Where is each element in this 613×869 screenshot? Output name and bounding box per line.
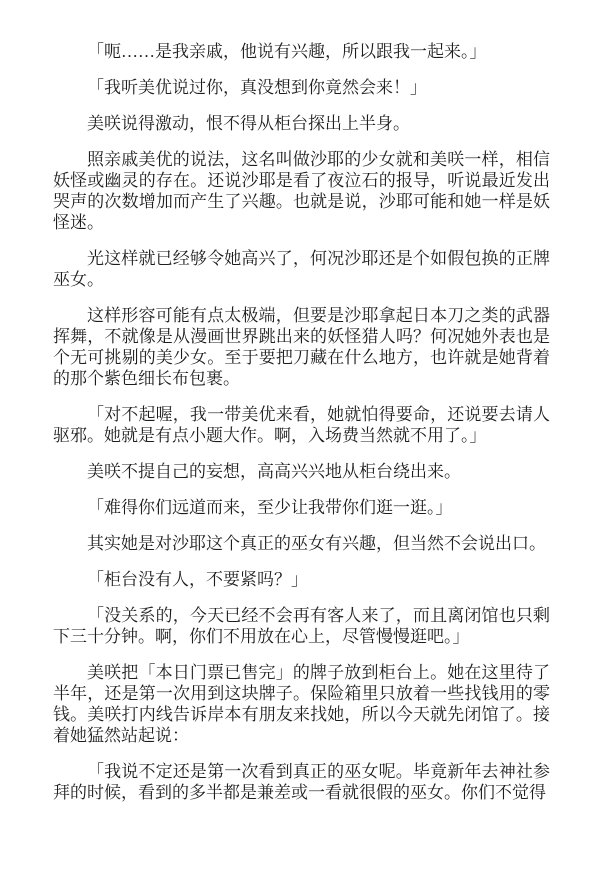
paragraph-dialogue-cutoff: 「我说不定还是第一次看到真正的巫女呢。毕竟新年去神社参拜的时候，看到的多半都是兼差或一看就很假的巫女。你们不觉得 bbox=[53, 762, 550, 802]
paragraph-dialogue: 「呃……是我亲戚，他说有兴趣，所以跟我一起来。」 bbox=[87, 42, 487, 61]
paragraph-narration: 美咲说得激动，恨不得从柜台探出上半身。 bbox=[87, 114, 410, 133]
paragraph-dialogue: 「对不起喔，我一带美优来看，她就怕得要命，还说要去请人驱邪。她就是有点小题大作。啊，入场费当然就不用了。」 bbox=[53, 405, 550, 445]
paragraph-narration: 照亲戚美优的说法，这名叫做沙耶的少女就和美咲一样，相信妖怪或幽灵的存在。还说沙耶是看了夜泣石的报导，听说最近发出哭声的次数增加而产生了兴趣。也就是说，沙耶可能和她一样是妖怪迷。 bbox=[53, 150, 550, 232]
paragraph-narration: 光这样就已经够令她高兴了，何况沙耶还是个如假包换的正牌巫女。 bbox=[53, 249, 550, 289]
paragraph-dialogue: 「柜台没有人，不要紧吗？」 bbox=[87, 570, 308, 589]
paragraph-dialogue: 「我听美优说过你，真没想到你竟然会来！」 bbox=[87, 78, 427, 97]
paragraph-narration: 美咲把「本日门票已售完」的牌子放到柜台上。她在这里待了半年，还是第一次用到这块牌子。保险箱里只放着一些找钱用的零钱。美咲打内线告诉岸本有朋友来找她，所以今天就先闭馆了。接着她猛然站起说： bbox=[53, 663, 550, 745]
paragraph-dialogue: 「没关系的，今天已经不会再有客人来了，而且离闭馆也只剩下三十分钟。啊，你们不用放在心上，尽管慢慢逛吧。」 bbox=[53, 606, 550, 646]
paragraph-dialogue: 「难得你们远道而来，至少让我带你们逛一逛。」 bbox=[87, 498, 453, 517]
paragraph-narration: 其实她是对沙耶这个真正的巫女有兴趣，但当然不会说出口。 bbox=[87, 534, 546, 553]
paragraph-narration: 美咲不提自己的妄想，高高兴兴地从柜台绕出来。 bbox=[87, 462, 461, 481]
paragraph-narration: 这样形容可能有点太极端，但要是沙耶拿起日本刀之类的武器挥舞，不就像是从漫画世界跳出来的妖怪猎人吗？何况她外表也是个无可挑剔的美少女。至于要把刀藏在什么地方，也许就是她背着的那个紫色细长布包裹。 bbox=[53, 306, 550, 388]
